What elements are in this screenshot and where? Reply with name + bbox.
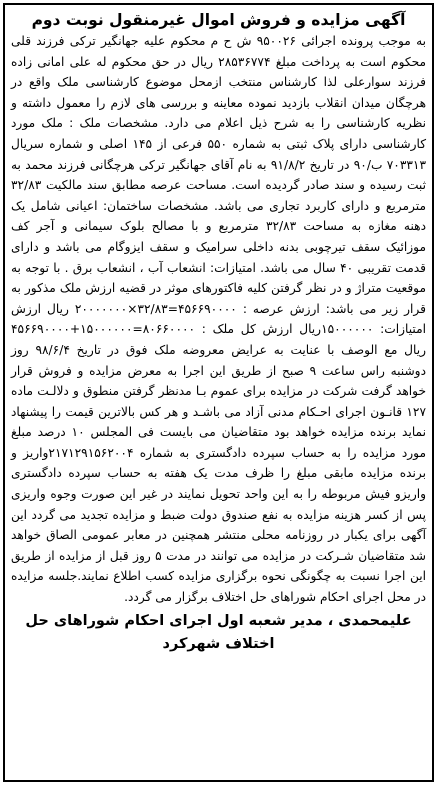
signature-line-1: علیمحمدی ، مدیر شعبه اول اجرای احکام شوراهای حل: [25, 612, 412, 629]
notice-title: آگهی مزایده و فروش اموال غیرمنقول نوبت دوم: [31, 11, 406, 29]
signature-line-2: اختلاف شهرکرد: [162, 635, 275, 652]
notice-frame: [3, 3, 434, 782]
notice-signature: [11, 610, 426, 656]
notice-body: به موجب پرونده اجرائی ۹۵۰۰۲۶ ش ح م محکوم علیه جهانگیر ترکی فرزند قلی محکوم است به پرداخت مبلغ ۲۸۵۳۶۷۷۴ ریال در حق محکوم له علی امانی زاده فرزند سوارعلی لذا کارشناس منتخب ازمحل موضوع کارشناسی ملک واقع در هرچگان میدان انقلاب بازدید نموده معاینه و بررسی های لازم را معمول داشته و نظریه کارشناسی را به شرح ذیل اعلام می دارد. مشخصات ملک : ملک مورد کارشناسی دارای پلاک ثبتی به شماره ۵۵۰ فرعی از ۱۴۵ اصلی و شماره سریال ۷۰۳۳۱۳ ب/۹۰ در تاریخ ۹۱/۸/۲ به نام آقای جهانگیر ترکی هرچگانی فرزند محمد به ثبت رسیده و سند صادر گردیده است. مساحت عرصه مطابق سند مالکیت ۳۲/۸۳ مترمربع و دارای کاربرد تجاری می باشد. مشخصات ساختمان: اعیانی شامل یک دهنه مغازه به مساحت ۳۲/۸۳ مترمربع و با مصالح بلوک سیمانی و آجر کف موزائیک سقف تیرچوبی بدنه داخلی سرامیک و سقف ایزوگام می باشد و دارای قدمت تقریبی ۴۰ سال می باشد. امتیازات: انشعاب آب ، انشعاب برق . با توجه به موقعیت متراژ و در نظر گرفتن کلیه فاکتورهای موثر در قضیه ارزش ملک مذکور به قرار زیر می باشد: ارزش عرصه : ۴۵۶۶۹۰۰۰۰=۳۲/۸۳×۲۰۰۰۰۰۰۰ ریال ارزش امتیازات: ۱۵۰۰۰۰۰۰ریال ارزش کل ملک : ۸۰۶۶۰۰۰۰=۱۵۰۰۰۰۰۰+۴۵۶۶۹۰۰۰۰ ریال مع الوصف با عنایت به عرایض معروضه ملک فوق در تاریخ ۹۸/۶/۴ روز دوشنبه راس ساعت ۹ صبح از طریق این اجرا به معرض مزایده و فروش قرار خواهد گرفت شرکت در مزایده برای عموم بـا مدنظر گرفتن منطوق و دلالـت ماده ۱۲۷ قانـون اجرای احـکام مدنی آزاد می باشـد و هر کس بالاترین قیمت را پیشنهاد نماید برنده مزایده خواهد بود متقاضیان می بایست فی المجلس ۱۰ درصد مبلغ مورد مزایده را به حساب سپرده دادگستری به شماره ۲۱۷۱۲۹۱۵۶۲۰۰۴واریز و برنده مزایده مابقی مبلغ را ظرف مدت یک هفته به حساب سپرده دادگستری واریزو فیش مربوطه را به این واحد تحویل نمایند در غیر این صورت وجوه واریزی پس از کسر هزینه مزایده به نفع صندوق دولت ضبط و مزایده تجدید می گردد این آگهی برای یکبار در روزنامه محلی منتشر همچنین در معابر عمومی الصاق خواهد شد متقاضیان شـرکت در مزایده می توانند در مدت ۵ روز قبل از مزایده از طریق این اجرا نسبت به چگونگی نحوه برگزاری مزایده کسب اطلاع نمایند.جلسه مزایده در محل اجرای احکام شوراهای حل اختلاف برگزار می گردد.: [11, 34, 427, 605]
